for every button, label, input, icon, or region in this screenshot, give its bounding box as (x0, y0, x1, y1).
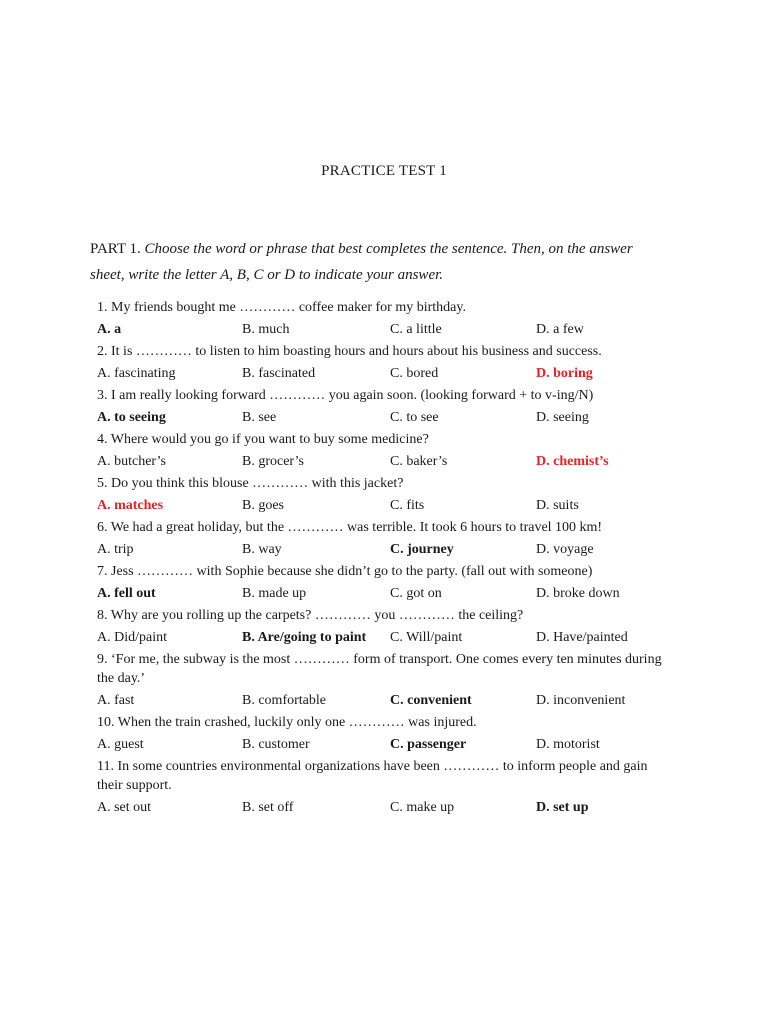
answer-options (97, 798, 667, 817)
page-title: PRACTICE TEST 1 (321, 163, 447, 179)
answer-options (97, 320, 667, 339)
answer-option: D. Have/painted (536, 630, 628, 645)
answer-option: B. fascinated (242, 366, 316, 381)
answer-option: D. broke down (536, 586, 620, 601)
question-item (97, 562, 667, 603)
question-stem: 8. Why are you rolling up the carpets? ………… you ………… the ceiling? (97, 608, 524, 623)
instruction-text: Choose the word or phrase that best completes the sentence. Then, on the answer sheet, write the letter A, B, C or D to indicate your answer. (90, 241, 633, 283)
answer-options (97, 628, 667, 647)
answer-option: D. voyage (536, 542, 594, 557)
answer-options (97, 735, 667, 754)
question-item (97, 430, 667, 471)
question-stem: 5. Do you think this blouse ………… with this jacket? (97, 476, 404, 491)
answer-options (97, 408, 667, 427)
question-item (97, 650, 667, 710)
question-item (97, 298, 667, 339)
question-stem: 1. My friends bought me ………… coffee maker for my birthday. (97, 300, 466, 315)
answer-option: C. fits (390, 498, 425, 513)
answer-option: A. butcher’s (97, 454, 166, 469)
answer-option: A. guest (97, 737, 144, 752)
question-stem: 6. We had a great holiday, but the ………… was terrible. It took 6 hours to travel 100 km! (97, 520, 603, 535)
answer-option: C. bored (390, 366, 439, 381)
answer-option: A. a (97, 322, 122, 337)
answer-option: C. convenient (390, 693, 472, 708)
answer-options (97, 691, 667, 710)
answer-option: D. inconvenient (536, 693, 626, 708)
question-list (97, 298, 667, 820)
answer-option: C. got on (390, 586, 442, 601)
question-stem: 3. I am really looking forward ………… you again soon. (looking forward + to v-ing/N) (97, 388, 594, 403)
question-item (97, 386, 667, 427)
answer-option: C. baker’s (390, 454, 448, 469)
question-item (97, 518, 667, 559)
answer-option: C. Will/paint (390, 630, 463, 645)
question-item (97, 342, 667, 383)
answer-option: B. much (242, 322, 290, 337)
question-stem: 7. Jess ………… with Sophie because she didn’t go to the party. (fall out with someone) (97, 564, 593, 579)
answer-option: D. motorist (536, 737, 600, 752)
answer-option: D. set up (536, 800, 589, 815)
part-instructions (90, 236, 650, 288)
answer-options (97, 364, 667, 383)
answer-option: B. made up (242, 586, 307, 601)
answer-options (97, 452, 667, 471)
answer-option: D. suits (536, 498, 579, 513)
answer-option: C. a little (390, 322, 442, 337)
answer-option: C. make up (390, 800, 455, 815)
answer-option: C. passenger (390, 737, 467, 752)
answer-option: D. boring (536, 366, 593, 381)
question-stem: 11. In some countries environmental organizations have been ………… to inform people and gain their support. (97, 759, 648, 793)
answer-option: D. seeing (536, 410, 589, 425)
answer-option: C. to see (390, 410, 439, 425)
answer-option: A. fascinating (97, 366, 176, 381)
answer-option: A. Did/paint (97, 630, 167, 645)
question-stem: 4. Where would you go if you want to buy some medicine? (97, 432, 429, 447)
question-item (97, 713, 667, 754)
answer-option: B. grocer’s (242, 454, 304, 469)
answer-option: B. see (242, 410, 277, 425)
question-item (97, 474, 667, 515)
answer-option: B. customer (242, 737, 310, 752)
answer-option: D. chemist’s (536, 454, 609, 469)
answer-option: B. goes (242, 498, 284, 513)
answer-option: A. fell out (97, 586, 156, 601)
part-label: PART 1. (90, 241, 145, 257)
answer-option: D. a few (536, 322, 584, 337)
answer-options (97, 540, 667, 559)
answer-option: B. way (242, 542, 282, 557)
question-item (97, 757, 667, 817)
answer-options (97, 496, 667, 515)
answer-option: B. set off (242, 800, 294, 815)
question-stem: 9. ‘For me, the subway is the most ………… form of transport. One comes every ten minutes during the day.’ (97, 652, 662, 686)
answer-option: B. Are/going to paint (242, 630, 367, 645)
answer-option: B. comfortable (242, 693, 326, 708)
answer-option: C. journey (390, 542, 454, 557)
answer-option: A. set out (97, 800, 152, 815)
question-item (97, 606, 667, 647)
answer-options (97, 584, 667, 603)
question-stem: 10. When the train crashed, luckily only one ………… was injured. (97, 715, 477, 730)
answer-option: A. matches (97, 498, 164, 513)
question-stem: 2. It is ………… to listen to him boasting hours and hours about his business and success. (97, 344, 602, 359)
answer-option: A. to seeing (97, 410, 166, 425)
answer-option: A. fast (97, 693, 135, 708)
answer-option: A. trip (97, 542, 134, 557)
